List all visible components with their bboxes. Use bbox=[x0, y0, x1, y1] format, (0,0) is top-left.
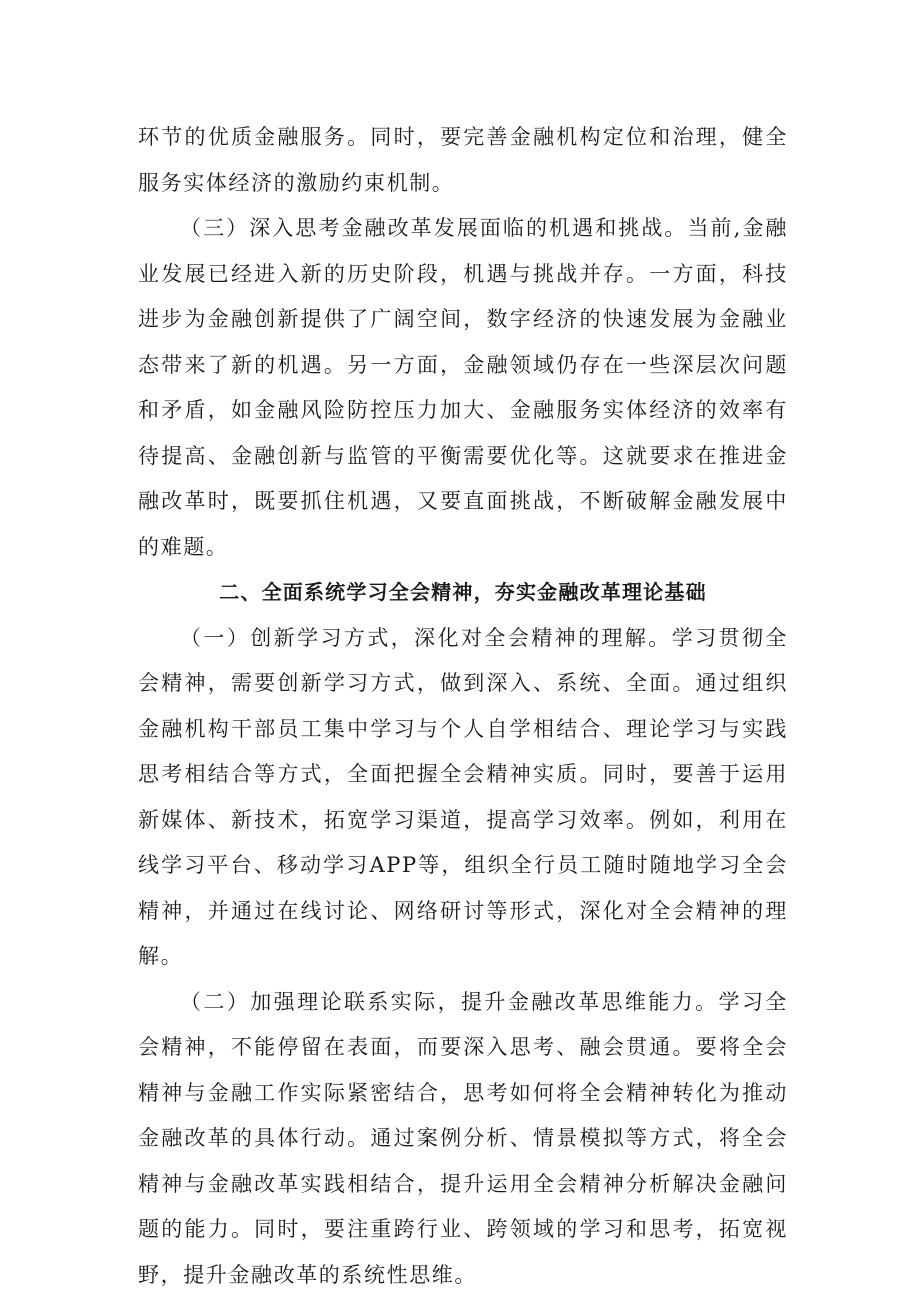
document-body bbox=[138, 115, 788, 1298]
paragraph-subsection-2: （二）加强理论联系实际，提升金融改革思维能力。学习全会精神，不能停留在表面，而要深入思考、融会贯通。要将全会精神与金融工作实际紧密结合，思考如何将全会精神转化为推动金融改革的具体行动。通过案例分析、情景模拟等方式，将全会精神与金融改革实践相结合，提升运用全会精神分析解决金融问题的能力。同时，要注重跨行业、跨领域的学习和思考，拓宽视野，提升金融改革的系统性思维。 bbox=[138, 989, 788, 1287]
section-heading-2: 二、全面系统学习全会精神，夯实金融改革理论基础 bbox=[219, 580, 707, 604]
paragraph-section-3: （三）深入思考金融改革发展面临的机遇和挑战。当前,金融业发展已经进入新的历史阶段，机遇与挑战并存。一方面，科技进步为金融创新提供了广阔空间，数字经济的快速发展为金融业态带来了新的机遇。另一方面，金融领域仍存在一些深层次问题和矛盾，如金融风险防控压力加大、金融服务实体经济的效率有待提高、金融创新与监管的平衡需要优化等。这就要求在推进金融改革时，既要抓住机遇，又要直面挑战，不断破解金融发展中的难题。 bbox=[138, 216, 788, 559]
paragraph-continuation: 环节的优质金融服务。同时，要完善金融机构定位和治理，健全服务实体经济的激励约束机制。 bbox=[138, 125, 788, 195]
paragraph-subsection-1: （一）创新学习方式，深化对全会精神的理解。学习贯彻全会精神，需要创新学习方式，做到深入、系统、全面。通过组织金融机构干部员工集中学习与个人自学相结合、理论学习与实践思考相结合等方式，全面把握全会精神实质。同时，要善于运用新媒体、新技术，拓宽学习渠道，提高学习效率。例如，利用在线学习平台、移动学习APP等，组织全行员工随时随地学习全会精神，并通过在线讨论、网络研讨等形式，深化对全会精神的理解。 bbox=[138, 625, 788, 968]
